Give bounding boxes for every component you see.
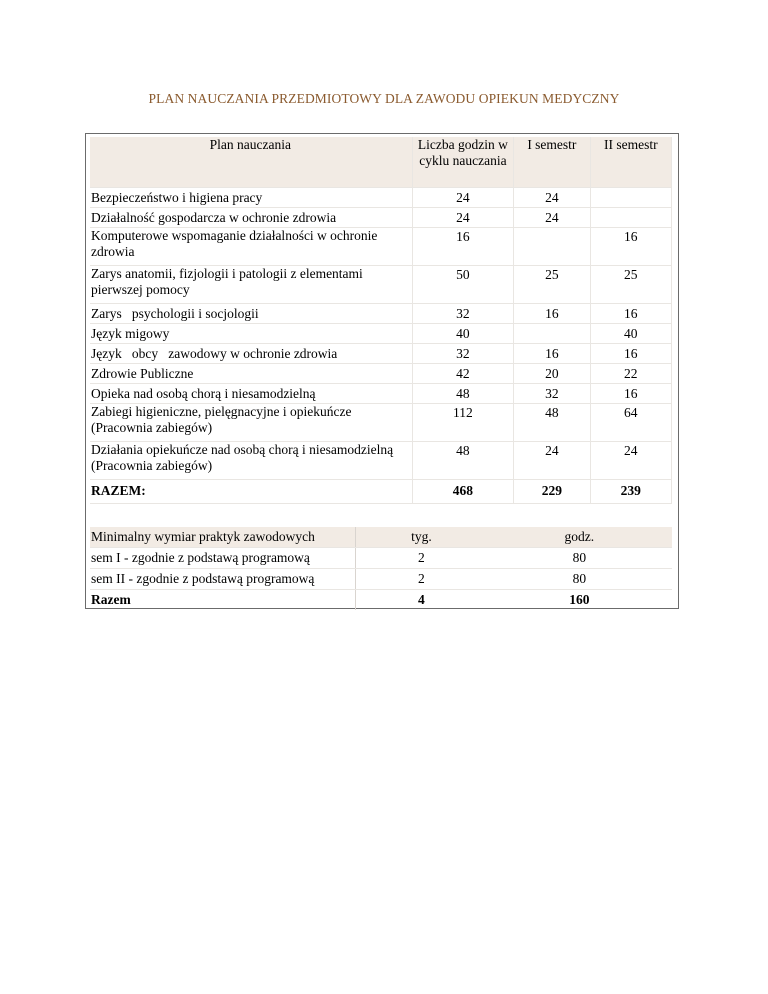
sum-total: 468: [412, 480, 514, 505]
total-cell: 48: [412, 384, 514, 404]
total-cell: 16: [412, 228, 514, 266]
practice-weeks-cell: 2: [356, 548, 487, 569]
subject-cell: Język migowy: [90, 324, 412, 344]
sem2-cell: 25: [590, 266, 671, 304]
sem1-cell: 20: [514, 364, 590, 384]
subject-cell: Działania opiekuńcze nad osobą chorą i niesamodzielną (Pracownia zabiegów): [90, 442, 412, 480]
divider: [90, 503, 672, 504]
table-row: [90, 304, 672, 324]
sem2-cell: 22: [590, 364, 671, 384]
subject-cell: Działalność gospodarcza w ochronie zdrowia: [90, 208, 412, 228]
sem2-cell: 16: [590, 228, 671, 266]
subject-cell: Zdrowie Publiczne: [90, 364, 412, 384]
table-row: [90, 384, 672, 404]
table-row: [90, 344, 672, 364]
sem2-cell: 16: [590, 344, 671, 364]
total-cell: 42: [412, 364, 514, 384]
sem1-cell: 16: [514, 344, 590, 364]
sem2-cell: [590, 188, 671, 208]
sem1-cell: 24: [514, 442, 590, 480]
sem2-cell: 16: [590, 304, 671, 324]
practice-sum-weeks: 4: [418, 592, 425, 607]
practice-header-label: Minimalny wymiar praktyk zawodowych: [90, 527, 356, 548]
practice-header-weeks: tyg.: [356, 527, 487, 548]
table-header-row: [90, 137, 672, 188]
total-cell: 32: [412, 304, 514, 324]
subject-cell: Zarys psychologii i socjologii: [90, 304, 412, 324]
practice-sum-row: [90, 590, 672, 611]
sem1-cell: [514, 324, 590, 344]
sem1-cell: 32: [514, 384, 590, 404]
practice-table: [90, 527, 672, 610]
header-semester-1: I semestr: [514, 137, 590, 188]
sem2-cell: 24: [590, 442, 671, 480]
sem1-cell: 25: [514, 266, 590, 304]
sem1-cell: 24: [514, 208, 590, 228]
table-row: [90, 228, 672, 266]
practice-sum-label: Razem: [90, 590, 356, 611]
header-subject: Plan nauczania: [90, 137, 412, 188]
table-row: [90, 569, 672, 590]
sem1-cell: 24: [514, 188, 590, 208]
header-semester-2: II semestr: [590, 137, 671, 188]
total-cell: 24: [412, 188, 514, 208]
sem2-cell: 16: [590, 384, 671, 404]
table-row: [90, 208, 672, 228]
total-cell: 50: [412, 266, 514, 304]
total-cell: 40: [412, 324, 514, 344]
table-row: [90, 404, 672, 442]
practice-hours-cell: 80: [487, 548, 672, 569]
sum-label: RAZEM:: [90, 480, 412, 505]
table-row: [90, 364, 672, 384]
document-title: PLAN NAUCZANIA PRZEDMIOTOWY DLA ZAWODU OPIEKUN MEDYCZNY: [148, 91, 620, 106]
sum-sem2: 239: [590, 480, 671, 505]
practice-header-row: [90, 527, 672, 548]
table-row: [90, 266, 672, 304]
total-cell: 24: [412, 208, 514, 228]
subject-cell: Bezpieczeństwo i higiena pracy: [90, 188, 412, 208]
practice-hours-cell: 80: [487, 569, 672, 590]
practice-weeks-cell: 2: [356, 569, 487, 590]
sem2-cell: [590, 208, 671, 228]
table-row: [90, 442, 672, 480]
sem2-cell: 64: [590, 404, 671, 442]
subject-cell: Język obcy zawodowy w ochronie zdrowia: [90, 344, 412, 364]
sum-sem1: 229: [514, 480, 590, 505]
subject-cell: Zarys anatomii, fizjologii i patologii z elementami pierwszej pomocy: [90, 266, 412, 304]
table-row: [90, 188, 672, 208]
table-row: [90, 548, 672, 569]
total-cell: 32: [412, 344, 514, 364]
sem1-cell: 16: [514, 304, 590, 324]
practice-label-cell: sem I - zgodnie z podstawą programową: [90, 548, 356, 569]
sem1-cell: [514, 228, 590, 266]
sum-row: [90, 480, 672, 505]
subject-cell: Opieka nad osobą chorą i niesamodzielną: [90, 384, 412, 404]
total-cell: 48: [412, 442, 514, 480]
practice-label-cell: sem II - zgodnie z podstawą programową: [90, 569, 356, 590]
table-row: [90, 324, 672, 344]
practice-sum-hours: 160: [569, 592, 590, 607]
practice-header-hours: godz.: [487, 527, 672, 548]
subject-cell: Komputerowe wspomaganie działalności w ochronie zdrowia: [90, 228, 412, 266]
teaching-plan-table: [90, 137, 672, 504]
sem2-cell: 40: [590, 324, 671, 344]
header-hours-total: Liczba godzin w cyklu nauczania: [412, 137, 514, 188]
sem1-cell: 48: [514, 404, 590, 442]
total-cell: 112: [412, 404, 514, 442]
subject-cell: Zabiegi higieniczne, pielęgnacyjne i opiekuńcze (Pracownia zabiegów): [90, 404, 412, 442]
